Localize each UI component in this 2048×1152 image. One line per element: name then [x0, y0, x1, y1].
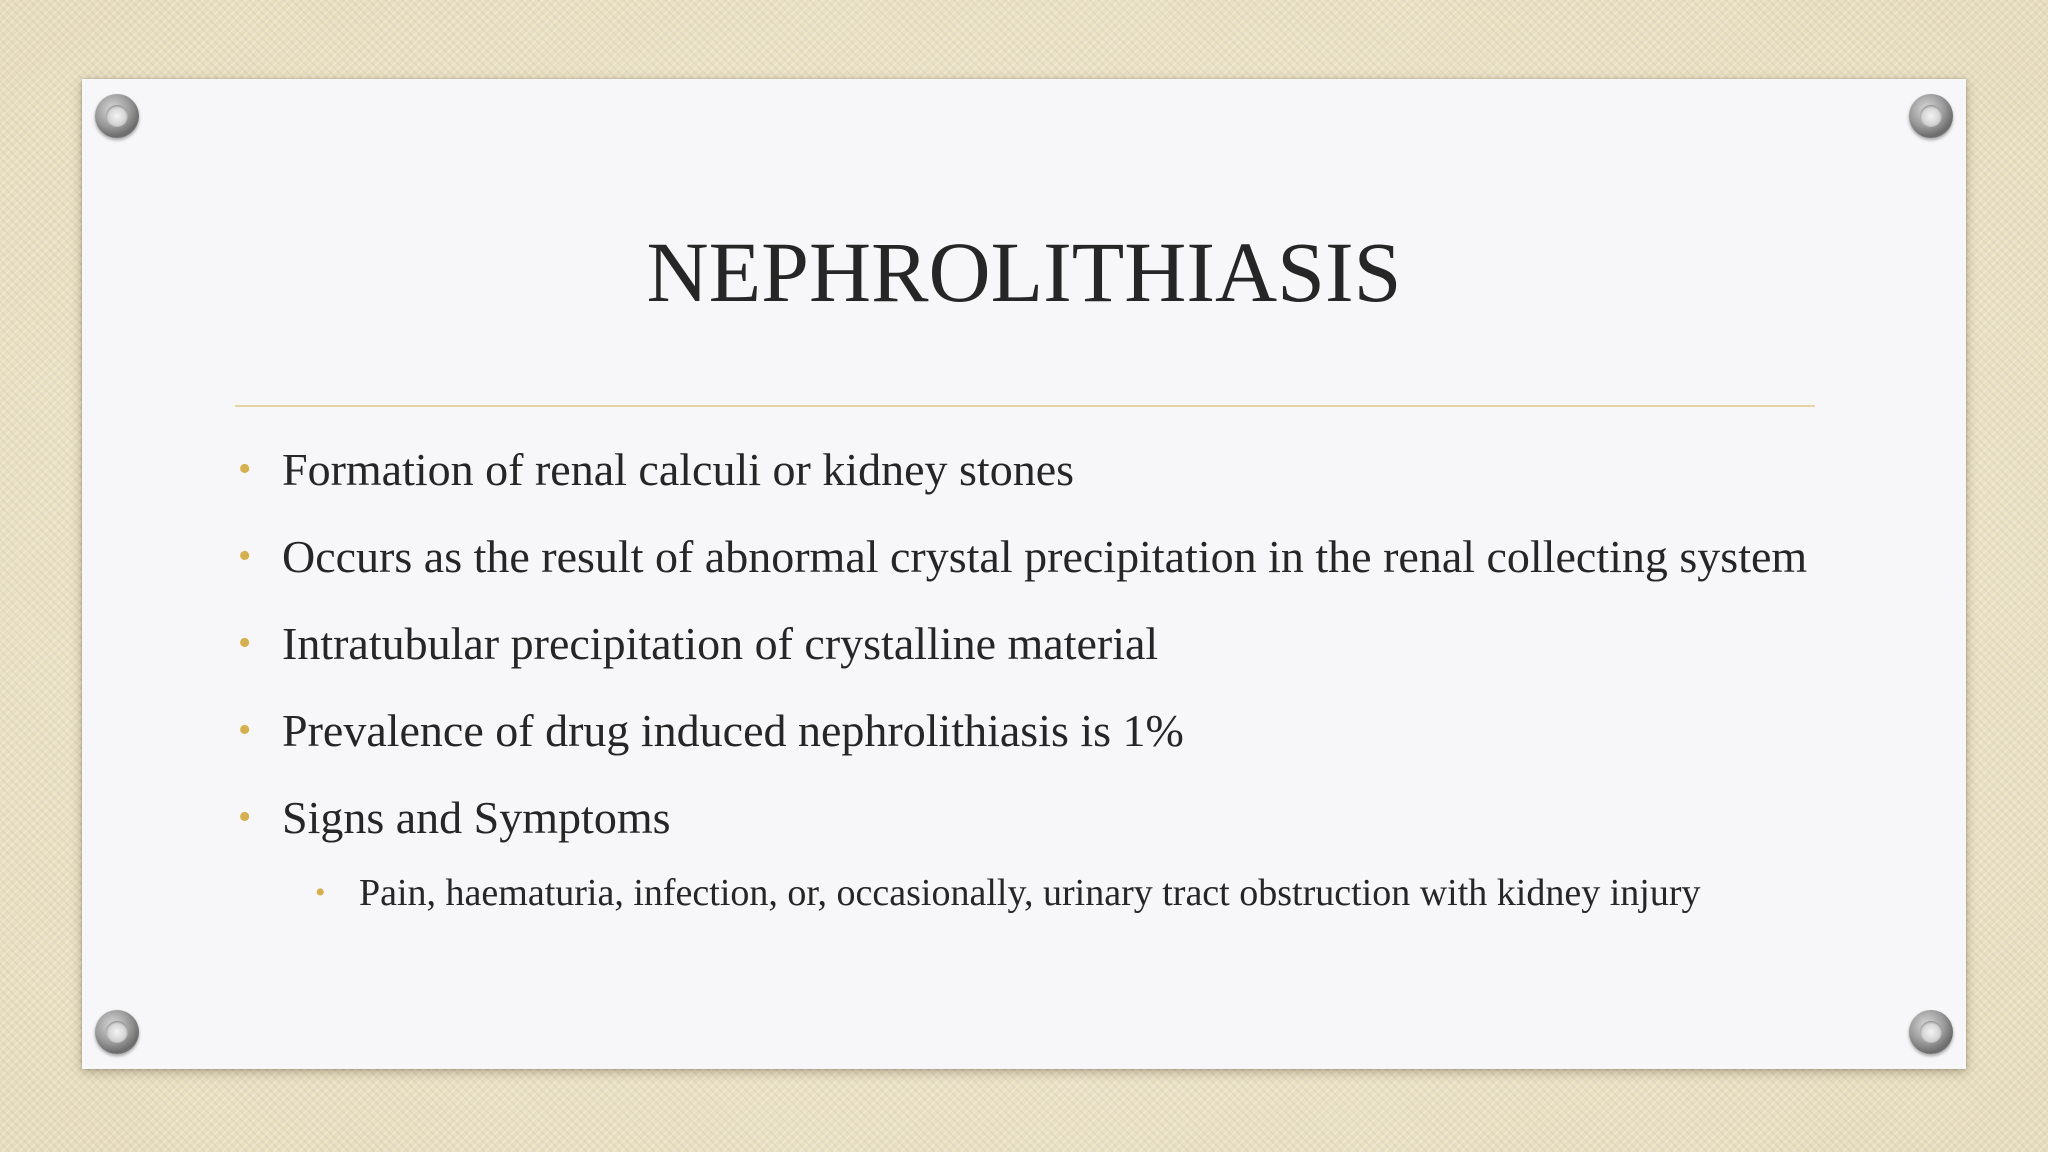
slide-card: [82, 79, 1966, 1069]
bullet-icon: •: [238, 622, 252, 664]
bullet-text: Prevalence of drug induced nephrolithiasis is 1%: [282, 705, 1184, 756]
grommet-bottom-right: [1909, 1010, 1953, 1054]
grommet-top-left: [95, 94, 139, 138]
bullet-item: [235, 700, 1855, 761]
bullet-item: [235, 439, 1855, 500]
bullet-icon: •: [238, 709, 252, 751]
slide-title: NEPHROLITHIASIS: [646, 224, 1402, 320]
grommet-top-right: [1909, 94, 1953, 138]
bullet-icon: •: [238, 796, 252, 838]
bullet-text: Occurs as the result of abnormal crystal precipitation in the renal collecting system: [282, 531, 1808, 582]
title-divider: [235, 405, 1815, 407]
bullet-item: [235, 526, 1855, 587]
bullet-text: Signs and Symptoms: [282, 792, 671, 843]
sub-bullet-text: Pain, haematuria, infection, or, occasionally, urinary tract obstruction with kidney injury: [359, 872, 1701, 914]
bullet-icon: •: [238, 448, 252, 490]
sub-bullet-icon: •: [315, 876, 326, 909]
bullet-icon: •: [238, 535, 252, 577]
sub-bullet-item: [235, 868, 1855, 918]
bullet-item: [235, 787, 1855, 848]
bullet-text: Intratubular precipitation of crystalline material: [282, 618, 1159, 669]
grommet-bottom-left: [95, 1010, 139, 1054]
bullet-item: [235, 613, 1855, 674]
bullet-text: Formation of renal calculi or kidney stones: [282, 444, 1075, 495]
bullet-list: [235, 439, 1855, 918]
